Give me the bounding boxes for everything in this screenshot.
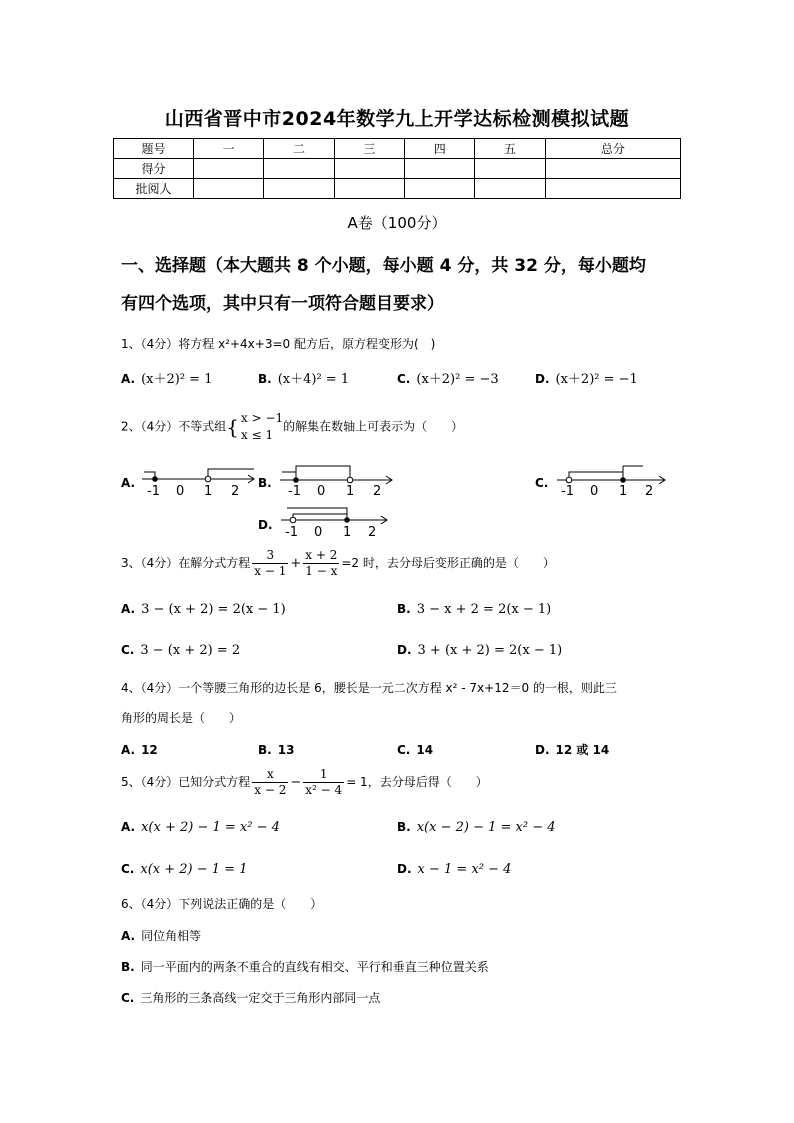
score-cell — [264, 159, 334, 179]
q2-option-b-label[interactable] — [258, 474, 278, 493]
denominator: x − 1 — [254, 564, 287, 578]
option-label: B. — [121, 960, 135, 974]
score-cell — [334, 159, 404, 179]
option-label: A. — [121, 820, 136, 834]
option-label: D. — [258, 518, 273, 532]
tick-label: -1 — [288, 484, 301, 499]
minus-sign: − — [290, 775, 302, 790]
q3-stem-before: 3、（4分）在解分式方程 — [121, 556, 251, 570]
q2-option-c-label[interactable] — [535, 474, 554, 493]
q2-stem-before: 2、（4分）不等式组 — [121, 419, 227, 434]
q6-option-c[interactable] — [121, 989, 380, 1008]
option-text: 3 − (x + 2) = 2(x − 1) — [141, 602, 286, 617]
score-cell: 三 — [334, 139, 404, 159]
score-table-row — [114, 179, 681, 199]
q3-option-a[interactable] — [121, 600, 286, 619]
fraction — [252, 767, 288, 798]
option-label: B. — [258, 476, 272, 490]
option-label: D. — [535, 743, 550, 757]
q3-stem-after: =2 时，去分母后变形正确的是（ ） — [341, 556, 555, 570]
tick-label: -1 — [285, 525, 298, 540]
option-text: 13 — [277, 743, 295, 757]
option-label: D. — [535, 372, 550, 386]
q6-option-b[interactable] — [121, 958, 489, 977]
q5-option-a[interactable] — [121, 818, 280, 837]
exam-title: 山西省晋中市2024年数学九上开学达标检测模拟试题 — [164, 108, 630, 130]
inequality-system — [241, 410, 283, 444]
tick-label: 0 — [317, 484, 326, 499]
score-cell: 题号 — [114, 139, 194, 159]
q4-option-a[interactable] — [121, 741, 158, 760]
tick-label: -1 — [561, 484, 574, 499]
option-text: x(x + 2) − 1 = x² − 4 — [141, 820, 280, 835]
option-text: 12 或 14 — [555, 743, 610, 757]
option-text: 14 — [416, 743, 434, 757]
q2-stem-after: 的解集在数轴上可表示为（ ） — [283, 419, 464, 434]
q5-option-c[interactable] — [121, 860, 247, 879]
numerator: 3 — [252, 548, 288, 564]
option-label: A. — [121, 602, 136, 616]
tick-label: 2 — [231, 484, 240, 499]
inequality-2: x ≤ 1 — [241, 428, 274, 442]
option-text: (x＋2)² = −3 — [416, 372, 499, 387]
q4-option-d[interactable] — [535, 741, 609, 760]
score-cell — [475, 179, 545, 199]
numerator: x — [252, 767, 288, 783]
option-label: C. — [121, 862, 135, 876]
option-text: 3 + (x + 2) = 2(x − 1) — [417, 643, 563, 658]
option-label: B. — [397, 602, 411, 616]
inequality-1: x > −1 — [241, 411, 284, 425]
score-cell — [194, 159, 264, 179]
tick-label: 2 — [373, 484, 382, 499]
q2-number-line-c[interactable] — [557, 462, 669, 500]
option-label: C. — [397, 743, 411, 757]
question-1-stem: 1、（4分）将方程 x²+4x+3=0 配方后，原方程变形为( ) — [121, 337, 436, 351]
fraction — [303, 548, 339, 579]
option-text: 同位角相等 — [141, 929, 202, 943]
option-text: (x＋2)² = 1 — [141, 372, 213, 387]
plus-sign: + — [290, 556, 302, 571]
q2-number-line-d[interactable] — [281, 505, 391, 541]
q2-option-a-label[interactable] — [121, 474, 141, 493]
tick-label: 0 — [590, 484, 599, 499]
option-label: A. — [121, 476, 136, 490]
option-label: C. — [397, 372, 411, 386]
q2-option-d-label[interactable] — [258, 516, 279, 535]
q4-option-c[interactable] — [397, 741, 433, 760]
score-table — [113, 138, 681, 199]
score-cell: 二 — [264, 139, 334, 159]
tick-label: -1 — [147, 484, 160, 499]
option-text: (x＋4)² = 1 — [277, 372, 350, 387]
question-6-stem: 6、（4分）下列说法正确的是（ ） — [121, 897, 323, 911]
score-cell — [334, 179, 404, 199]
tick-label: 0 — [176, 484, 185, 499]
q6-option-a[interactable] — [121, 927, 201, 946]
score-cell — [194, 179, 264, 199]
option-label: A. — [121, 372, 136, 386]
q3-option-c[interactable] — [121, 641, 240, 660]
option-label: D. — [397, 643, 412, 657]
option-text: 3 − (x + 2) = 2 — [140, 643, 241, 658]
score-cell — [264, 179, 334, 199]
option-label: A. — [121, 929, 136, 943]
score-cell: 五 — [475, 139, 545, 159]
q5-stem-after: = 1，去分母后得（ ） — [346, 775, 488, 789]
tick-label: 0 — [314, 525, 323, 540]
q5-option-b[interactable] — [397, 818, 556, 837]
fraction — [252, 548, 288, 579]
score-cell — [405, 179, 475, 199]
score-table-row — [114, 159, 681, 179]
score-cell — [545, 179, 680, 199]
q5-option-d[interactable] — [397, 860, 511, 879]
question-3-stem — [121, 548, 555, 579]
tick-label: 2 — [645, 484, 654, 499]
part1-heading-line1: 一、选择题（本大题共 8 个小题，每小题 4 分，共 32 分，每小题均 — [121, 256, 646, 276]
option-text: 同一平面内的两条不重合的直线有相交、平行和垂直三种位置关系 — [140, 960, 489, 974]
option-text: x − 1 = x² − 4 — [417, 862, 512, 877]
tick-label: 1 — [619, 484, 628, 499]
score-cell: 四 — [405, 139, 475, 159]
option-label: C. — [121, 991, 135, 1005]
score-table-header-row — [114, 139, 681, 159]
question-4-stem-line1: 4、（4分）一个等腰三角形的边长是 6，腰长是一元二次方程 x² - 7x+12＝0 的一根，则此三 — [121, 681, 617, 695]
denominator: x² − 4 — [305, 783, 343, 797]
fraction — [303, 767, 344, 798]
question-5-stem — [121, 767, 488, 798]
q2-number-line-a[interactable] — [142, 464, 260, 500]
option-text: 12 — [141, 743, 158, 757]
score-cell: 得分 — [114, 159, 194, 179]
denominator: x − 2 — [254, 783, 287, 797]
part1-heading-line2: 有四个选项，其中只有一项符合题目要求） — [121, 294, 444, 314]
tick-label: 2 — [368, 525, 377, 540]
option-label: B. — [258, 743, 272, 757]
option-text: 3 − x + 2 = 2(x − 1) — [416, 602, 552, 617]
score-cell: 批阅人 — [114, 179, 194, 199]
section-a-title: A卷（100分） — [347, 214, 447, 232]
score-cell: 一 — [194, 139, 264, 159]
q2-number-line-b[interactable] — [280, 462, 396, 500]
q3-option-d[interactable] — [397, 641, 562, 660]
q4-option-b[interactable] — [258, 741, 294, 760]
option-label: B. — [258, 372, 272, 386]
denominator: 1 − x — [305, 564, 338, 578]
option-text: (x＋2)² = −1 — [555, 372, 638, 387]
q5-stem-before: 5、（4分）已知分式方程 — [121, 775, 251, 789]
question-4-stem-line2: 角形的周长是（ ） — [121, 711, 242, 725]
option-text: x(x + 2) − 1 = 1 — [140, 862, 248, 877]
option-text: x(x − 2) − 1 = x² − 4 — [416, 820, 556, 835]
score-cell — [405, 159, 475, 179]
question-2-stem: 2、（4分）不等式组{ x > −1 x ≤ 1 的解集在数轴上可表示为（ ） — [121, 411, 464, 442]
numerator: x + 2 — [305, 548, 338, 562]
q1-option-a[interactable] — [121, 370, 212, 389]
q1-option-c[interactable] — [397, 370, 499, 389]
option-label: A. — [121, 743, 136, 757]
q1-option-b[interactable] — [258, 370, 349, 389]
tick-label: 1 — [343, 525, 352, 540]
tick-label: 1 — [346, 484, 355, 499]
q1-option-d[interactable] — [535, 370, 638, 389]
option-label: C. — [121, 643, 135, 657]
score-cell: 总分 — [545, 139, 680, 159]
score-cell — [475, 159, 545, 179]
option-label: D. — [397, 862, 412, 876]
option-label: B. — [397, 820, 411, 834]
tick-label: 1 — [204, 484, 213, 499]
q3-option-b[interactable] — [397, 600, 551, 619]
numerator: 1 — [303, 767, 344, 783]
option-text: 三角形的三条高线一定交于三角形内部同一点 — [140, 991, 381, 1005]
score-cell — [545, 159, 680, 179]
option-label: C. — [535, 476, 549, 490]
